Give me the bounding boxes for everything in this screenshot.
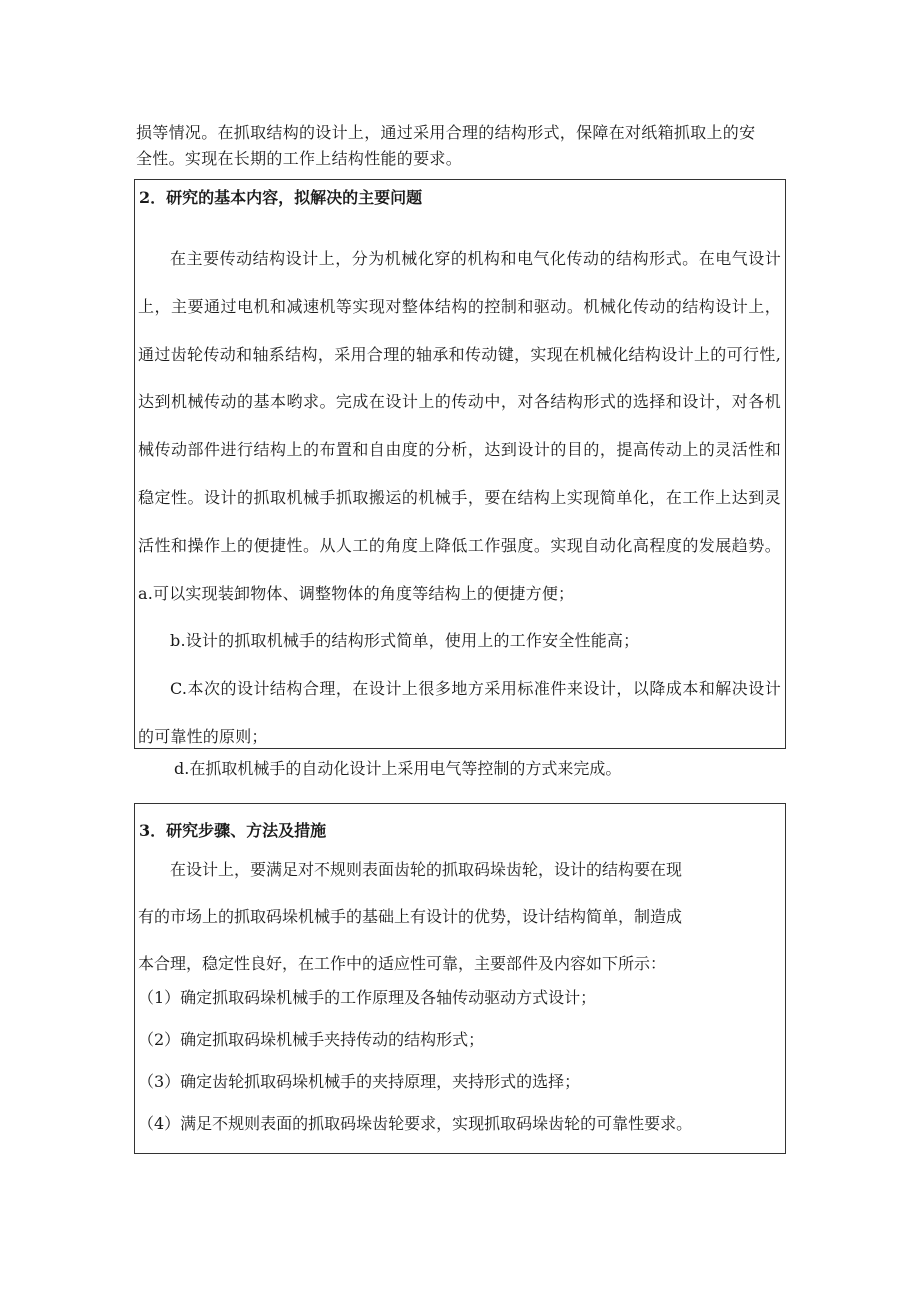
intro-line-2: 全性。实现在长期的工作上结构性能的要求。 xyxy=(136,149,463,168)
section-2-paragraph: 在主要传动结构设计上，分为机械化穿的机构和电气化传动的结构形式。在电气设计上，主要通过电机和减速机等实现对整体结构的控制和驱动。机械化传动的结构设计上，通过齿轮传动和轴系结构，采用合理的轴承和传动键，实现在机械化结构设计上的可行性,达到机械传动的基本哟求。完成在设计上的传动中，对各结构形式的选择和设计，对各机械传动部件进行结构上的布置和自由度的分析，达到设计的目的，提高传动上的灵活性和稳定性。设计的抓取机械手抓取搬运的机械手，要在结构上实现简单化，在工作上达到灵活性和操作上的便捷性。从人工的角度上降低工作强度。实现自动化高程度的发展趋势。a.可以实现装卸物体、调整物体的角度等结构上的便捷方便； xyxy=(138,249,781,603)
item-d-text: d.在抓取机械手的自动化设计上采用电气等控制的方式来完成。 xyxy=(174,759,622,778)
list-item: （1）确定抓取码垛机械手的工作原理及各轴传动驱动方式设计； xyxy=(138,988,597,1007)
list-item: （4）满足不规则表面的抓取码垛齿轮要求，实现抓取码垛齿轮的可靠性要求。 xyxy=(138,1114,693,1133)
section-3-box xyxy=(134,803,786,1154)
section-3-para-line-2: 有的市场上的抓取码垛机械手的基础上有设计的优势，设计结构简单，制造成 xyxy=(138,907,683,926)
section-2-box xyxy=(134,179,786,749)
list-item: （3）确定齿轮抓取码垛机械手的夹持原理，夹持形式的选择； xyxy=(138,1072,581,1091)
intro-text xyxy=(136,120,786,172)
section-3-paragraph xyxy=(138,846,738,987)
section-2-body xyxy=(138,235,781,761)
section-3-para-line-3: 本合理，稳定性良好，在工作中的适应性可靠，主要部件及内容如下所示： xyxy=(138,954,667,973)
section-3-para-line-1: 在设计上，要满足对不规则表面齿轮的抓取码垛齿轮，设计的结构要在现 xyxy=(170,860,683,879)
section-3-heading: 3．研究步骤、方法及措施 xyxy=(139,821,327,840)
list-item: （2）确定抓取码垛机械手夹持传动的结构形式； xyxy=(138,1030,485,1049)
section-3-list xyxy=(138,986,692,1154)
intro-line-1: 损等情况。在抓取结构的设计上，通过采用合理的结构形式，保障在对纸箱抓取上的安 xyxy=(136,123,756,142)
section-2-heading: 2．研究的基本内容，拟解决的主要问题 xyxy=(139,188,423,207)
section-2-item-c: C.本次的设计结构合理，在设计上很多地方采用标准件来设计，以降成本和解决设计的可靠性的原则； xyxy=(138,679,781,746)
section-2-item-b: b.设计的抓取机械手的结构形式简单，使用上的工作安全性能高； xyxy=(170,631,640,651)
